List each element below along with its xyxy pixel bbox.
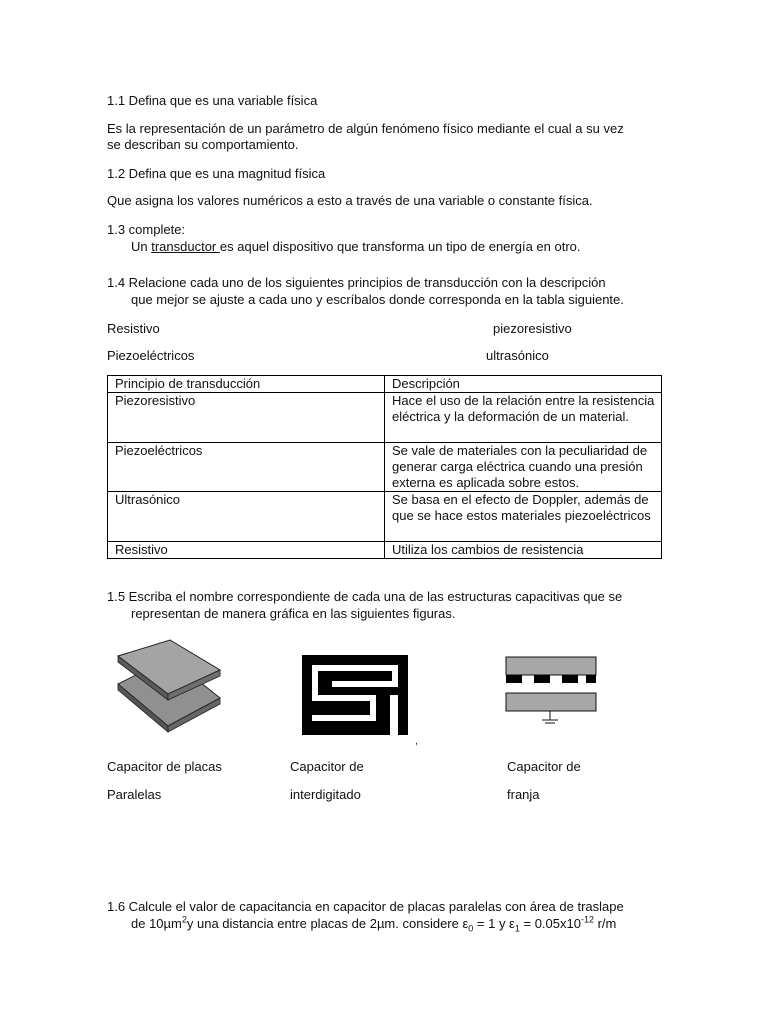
figure-label-3-line1: Capacitor de xyxy=(507,759,581,774)
table-cell-description: Hace el uso de la relación entre la resistencia eléctrica y la deformación de un material. xyxy=(385,393,662,443)
fringe-capacitor-figure xyxy=(500,655,600,727)
table-row xyxy=(108,542,662,559)
answer-1-3-suffix: es aquel dispositivo que transforma un tipo de energía en otro. xyxy=(219,239,581,254)
question-1-6-line2 xyxy=(131,916,616,932)
q6-part-mid: = 1 y ε xyxy=(473,916,515,931)
table-row xyxy=(108,393,662,443)
question-1-3: 1.3 complete: xyxy=(107,222,186,237)
question-1-1: 1.1 Defina que es una variable física xyxy=(107,93,318,108)
question-1-4-line1: 1.4 Relacione cada uno de los siguientes principios de transducción con la descripción xyxy=(107,275,606,290)
table-cell-principle: Resistivo xyxy=(108,542,385,559)
option-piezoresistivo: piezoresistivo xyxy=(493,321,572,336)
option-ultrasonico: ultrasónico xyxy=(486,348,549,363)
transduction-table xyxy=(107,375,662,559)
figure-label-1-line1: Capacitor de placas xyxy=(107,759,222,774)
table-header-principle: Principio de transducción xyxy=(108,376,385,393)
table-cell-principle: Piezoresistivo xyxy=(108,393,385,443)
table-header-description: Descripción xyxy=(385,376,662,393)
answer-1-2: Que asigna los valores numéricos a esto a través de una variable o constante física. xyxy=(107,193,593,208)
q6-part-a: de 10µm xyxy=(131,916,182,931)
table-cell-principle: Ultrasónico xyxy=(108,492,385,542)
q6-area-exponent: 2 xyxy=(181,914,187,925)
option-piezoelectricos: Piezoeléctricos xyxy=(107,348,195,363)
parallel-plates-figure xyxy=(110,636,230,736)
question-1-6-line1: 1.6 Calcule el valor de capacitancia en capacitor de placas paralelas con área de traslape xyxy=(107,899,624,914)
table-cell-description: Se vale de materiales con la peculiaridad de generar carga eléctrica cuando una presión externa es aplicada sobre estos. xyxy=(385,443,662,492)
option-resistivo: Resistivo xyxy=(107,321,160,336)
table-row xyxy=(108,443,662,492)
q6-part-d: r/m xyxy=(593,916,617,931)
answer-1-3-blank: transductor xyxy=(151,239,220,254)
figure-label-2-line2: interdigitado xyxy=(290,787,361,802)
interdigitated-figure xyxy=(302,655,408,735)
answer-1-1-line1: Es la representación de un parámetro de algún fenómeno físico mediante el cual a su vez xyxy=(107,121,624,136)
figure-label-1-line2: Paralelas xyxy=(107,787,162,802)
q6-exponent: -12 xyxy=(580,914,594,925)
table-cell-principle: Piezoeléctricos xyxy=(108,443,385,492)
question-1-2: 1.2 Defina que es una magnitud física xyxy=(107,166,326,181)
question-1-5-line1: 1.5 Escriba el nombre correspondiente de cada una de las estructuras capacitivas que se xyxy=(107,589,623,604)
table-cell-description: Utiliza los cambios de resistencia xyxy=(385,542,662,559)
answer-1-1-line2: se describan su comportamiento. xyxy=(107,137,299,152)
table-row xyxy=(108,492,662,542)
figure-label-3-line2: franja xyxy=(507,787,540,802)
answer-1-3-prefix: Un xyxy=(131,239,152,254)
question-1-4-line2: que mejor se ajuste a cada uno y escríbalos donde corresponda en la tabla siguiente. xyxy=(131,292,624,307)
q6-epsilon1-subscript: 1 xyxy=(514,923,520,934)
q6-part-b: y una distancia entre placas de 2µm. considere ε xyxy=(186,916,469,931)
q6-epsilon0-subscript: 0 xyxy=(468,923,474,934)
stray-mark: , xyxy=(415,736,418,747)
table-header-row xyxy=(108,376,662,393)
figure-label-2-line1: Capacitor de xyxy=(290,759,364,774)
q6-part-c: = 0.05x10 xyxy=(519,916,581,931)
table-cell-description: Se basa en el efecto de Doppler, además de que se hace estos materiales piezoeléctricos xyxy=(385,492,662,542)
question-1-5-line2: representan de manera gráfica en las siguientes figuras. xyxy=(131,606,456,621)
answer-1-3 xyxy=(131,239,581,255)
